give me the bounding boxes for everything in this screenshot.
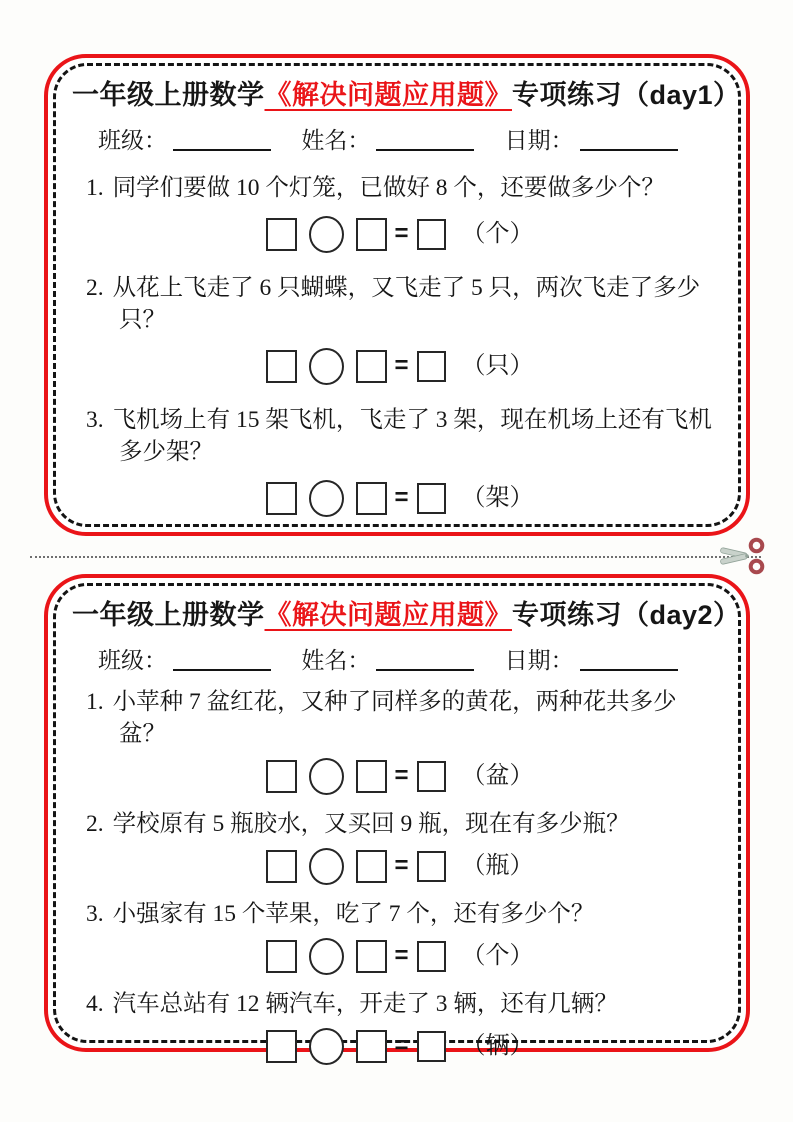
class-field — [98, 646, 301, 676]
equation-row — [72, 846, 722, 888]
class-label: 班级： — [98, 648, 167, 673]
operator-circle — [309, 348, 344, 385]
question-number: 2. — [86, 275, 104, 301]
question-number: 3. — [86, 901, 104, 927]
question-text — [86, 898, 720, 930]
name-field — [301, 646, 504, 676]
question-number: 1. — [86, 175, 104, 201]
unit-label: （辆） — [461, 1033, 534, 1060]
unit-label: （个） — [461, 221, 534, 248]
name-blank-line — [376, 129, 474, 151]
question-body: 小苹种 7 盆红花，又种了同样多的黄花，两种花共多少盆？ — [112, 689, 677, 747]
equals-sign: = — [394, 484, 409, 512]
equals-sign: = — [394, 762, 409, 790]
date-blank-line — [580, 649, 678, 671]
question-number: 1. — [86, 689, 104, 715]
title-suffix: 专项练习（day2） — [512, 600, 741, 630]
operator-circle — [309, 938, 344, 975]
cut-dotted-line — [30, 556, 761, 558]
operand-box — [356, 940, 387, 973]
operand-box — [266, 218, 297, 251]
equals-sign: = — [394, 942, 409, 970]
question-text — [86, 988, 720, 1020]
operand-box — [266, 850, 297, 883]
date-label: 日期： — [504, 128, 574, 153]
question-body: 小强家有 15 个苹果，吃了 7 个，还有多少个？ — [112, 901, 595, 927]
question-number: 3. — [86, 407, 104, 433]
unit-label: （瓶） — [461, 853, 534, 880]
title-suffix: 专项练习（day1） — [512, 80, 741, 110]
worksheet-title-day2 — [72, 596, 741, 634]
operand-box — [356, 218, 387, 251]
title-prefix: 一年级上册数学 — [72, 80, 265, 110]
result-box — [417, 1031, 446, 1062]
header-fields — [98, 126, 708, 156]
question-number: 4. — [86, 991, 104, 1017]
question-text — [86, 404, 720, 468]
unit-label: （盆） — [461, 763, 534, 790]
dashed-inner-border-day1 — [53, 63, 741, 527]
date-label: 日期： — [504, 648, 574, 673]
equals-sign: = — [394, 220, 409, 248]
result-box — [417, 483, 446, 514]
unit-label: （架） — [461, 485, 534, 512]
equals-sign: = — [394, 852, 409, 880]
title-highlight: 《解决问题应用题》 — [264, 600, 512, 630]
question-body: 学校原有 5 瓶胶水，又买回 9 瓶，现在有多少瓶？ — [112, 811, 630, 837]
question-body: 从花上飞走了 6 只蝴蝶，又飞走了 5 只，两次飞走了多少只？ — [112, 275, 701, 333]
result-box — [417, 941, 446, 972]
operand-box — [356, 1030, 387, 1063]
operand-box — [266, 1030, 297, 1063]
unit-label: （个） — [461, 943, 534, 970]
equation-row — [72, 346, 722, 388]
equation-row — [72, 756, 722, 798]
name-blank-line — [376, 649, 474, 671]
operand-box — [266, 350, 297, 383]
operator-circle — [309, 480, 344, 517]
operand-box — [266, 940, 297, 973]
operand-box — [356, 850, 387, 883]
equation-row — [72, 936, 722, 978]
worksheet-card-day1 — [44, 54, 750, 536]
operand-box — [266, 482, 297, 515]
date-field — [505, 646, 708, 676]
operator-circle — [309, 758, 344, 795]
question-text — [86, 808, 720, 840]
result-box — [417, 351, 446, 382]
question-body: 飞机场上有 15 架飞机，飞走了 3 架，现在机场上还有飞机多少架？ — [112, 407, 712, 465]
result-box — [417, 219, 446, 250]
question-body: 汽车总站有 12 辆汽车，开走了 3 辆，还有几辆？ — [112, 991, 618, 1017]
date-field — [505, 126, 708, 156]
operand-box — [356, 350, 387, 383]
unit-label: （只） — [461, 353, 534, 380]
name-field — [301, 126, 504, 156]
name-label: 姓名： — [301, 648, 371, 673]
equals-sign: = — [394, 352, 409, 380]
question-text — [86, 172, 720, 204]
scissors-icon — [719, 537, 771, 575]
title-prefix: 一年级上册数学 — [72, 600, 265, 630]
name-label: 姓名： — [301, 128, 371, 153]
class-label: 班级： — [98, 128, 167, 153]
worksheet-title-day1 — [72, 76, 741, 114]
dashed-inner-border-day2 — [53, 583, 741, 1060]
result-box — [417, 761, 446, 792]
equation-row — [72, 478, 722, 520]
equation-row — [72, 1026, 722, 1068]
operand-box — [266, 760, 297, 793]
question-body: 同学们要做 10 个灯笼，已做好 8 个，还要做多少个？ — [112, 175, 665, 201]
class-blank-line — [173, 649, 271, 671]
operand-box — [356, 482, 387, 515]
result-box — [417, 851, 446, 882]
class-blank-line — [173, 129, 271, 151]
class-field — [98, 126, 301, 156]
operator-circle — [309, 1028, 344, 1065]
operator-circle — [309, 216, 344, 253]
equals-sign: = — [394, 1032, 409, 1060]
date-blank-line — [580, 129, 678, 151]
question-text — [86, 686, 720, 750]
question-text — [86, 272, 720, 336]
equation-row — [72, 214, 722, 256]
worksheet-card-day2 — [44, 574, 750, 1060]
question-number: 2. — [86, 811, 104, 837]
operand-box — [356, 760, 387, 793]
operator-circle — [309, 848, 344, 885]
header-fields — [98, 646, 708, 676]
title-highlight: 《解决问题应用题》 — [264, 80, 512, 110]
